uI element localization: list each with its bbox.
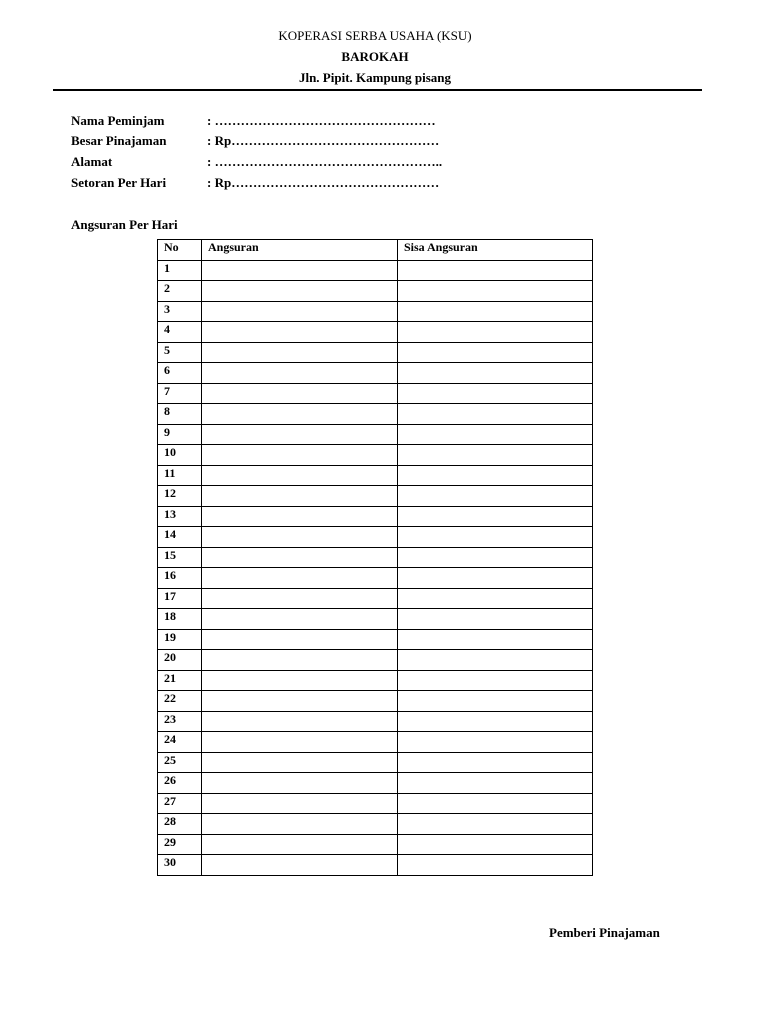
- table-row: [158, 588, 593, 609]
- column-header-angsuran: Angsuran: [202, 240, 398, 261]
- table-row: [158, 281, 593, 302]
- angsuran-cell: [202, 445, 398, 466]
- angsuran-cell: [202, 752, 398, 773]
- angsuran-cell: [202, 773, 398, 794]
- sisa-angsuran-cell: [398, 752, 593, 773]
- row-number-cell: 8: [158, 404, 202, 425]
- header-divider: [53, 89, 702, 91]
- angsuran-cell: [202, 301, 398, 322]
- field-value: : Rp…………………………………………: [207, 175, 440, 190]
- field-setoran-per-hari: [71, 175, 439, 191]
- row-number-cell: 22: [158, 691, 202, 712]
- angsuran-cell: [202, 588, 398, 609]
- table-row: [158, 670, 593, 691]
- sisa-angsuran-cell: [398, 793, 593, 814]
- row-number-cell: 14: [158, 527, 202, 548]
- row-number-cell: 13: [158, 506, 202, 527]
- field-value: : ……………………………………………: [207, 113, 436, 128]
- sisa-angsuran-cell: [398, 506, 593, 527]
- row-number-cell: 26: [158, 773, 202, 794]
- row-number-cell: 28: [158, 814, 202, 835]
- table-row: [158, 568, 593, 589]
- angsuran-cell: [202, 670, 398, 691]
- angsuran-cell: [202, 691, 398, 712]
- sisa-angsuran-cell: [398, 465, 593, 486]
- signature-label: Pemberi Pinajaman: [549, 925, 660, 940]
- row-number-cell: 15: [158, 547, 202, 568]
- table-row: [158, 363, 593, 384]
- table-row: [158, 773, 593, 794]
- table-row: [158, 301, 593, 322]
- table-row: [158, 260, 593, 281]
- table-header-row: [158, 240, 593, 261]
- sisa-angsuran-cell: [398, 301, 593, 322]
- field-label: Alamat: [71, 154, 113, 169]
- row-number-cell: 4: [158, 322, 202, 343]
- angsuran-cell: [202, 732, 398, 753]
- row-number-cell: 18: [158, 609, 202, 630]
- sisa-angsuran-cell: [398, 834, 593, 855]
- table-row: [158, 691, 593, 712]
- angsuran-cell: [202, 814, 398, 835]
- row-number-cell: 7: [158, 383, 202, 404]
- sisa-angsuran-cell: [398, 609, 593, 630]
- sisa-angsuran-cell: [398, 547, 593, 568]
- table-row: [158, 834, 593, 855]
- column-header-sisa-angsuran: Sisa Angsuran: [398, 240, 593, 261]
- sisa-angsuran-cell: [398, 404, 593, 425]
- angsuran-cell: [202, 383, 398, 404]
- row-number-cell: 6: [158, 363, 202, 384]
- table-row: [158, 855, 593, 876]
- table-row: [158, 732, 593, 753]
- installment-table: [157, 239, 593, 876]
- table-row: [158, 527, 593, 548]
- sisa-angsuran-cell: [398, 711, 593, 732]
- table-row: [158, 404, 593, 425]
- sisa-angsuran-cell: [398, 424, 593, 445]
- table-row: [158, 814, 593, 835]
- sisa-angsuran-cell: [398, 445, 593, 466]
- sisa-angsuran-cell: [398, 855, 593, 876]
- table-row: [158, 486, 593, 507]
- angsuran-cell: [202, 527, 398, 548]
- angsuran-cell: [202, 465, 398, 486]
- angsuran-cell: [202, 404, 398, 425]
- row-number-cell: 19: [158, 629, 202, 650]
- column-header-no: No: [158, 240, 202, 261]
- row-number-cell: 10: [158, 445, 202, 466]
- row-number-cell: 16: [158, 568, 202, 589]
- organization-subtitle: BAROKAH: [341, 49, 409, 64]
- field-value: : ……………………………………………..: [207, 154, 443, 169]
- sisa-angsuran-cell: [398, 568, 593, 589]
- row-number-cell: 23: [158, 711, 202, 732]
- sisa-angsuran-cell: [398, 322, 593, 343]
- sisa-angsuran-cell: [398, 814, 593, 835]
- angsuran-cell: [202, 793, 398, 814]
- table-row: [158, 650, 593, 671]
- field-alamat: [71, 154, 442, 170]
- sisa-angsuran-cell: [398, 363, 593, 384]
- row-number-cell: 3: [158, 301, 202, 322]
- sisa-angsuran-cell: [398, 260, 593, 281]
- row-number-cell: 1: [158, 260, 202, 281]
- angsuran-cell: [202, 322, 398, 343]
- table-row: [158, 711, 593, 732]
- sisa-angsuran-cell: [398, 486, 593, 507]
- table-row: [158, 506, 593, 527]
- angsuran-cell: [202, 609, 398, 630]
- field-besar-pinajaman: [71, 133, 439, 149]
- field-label: Setoran Per Hari: [71, 175, 167, 190]
- table-row: [158, 465, 593, 486]
- table-row: [158, 752, 593, 773]
- section-title: Angsuran Per Hari: [71, 217, 178, 232]
- angsuran-cell: [202, 834, 398, 855]
- row-number-cell: 25: [158, 752, 202, 773]
- sisa-angsuran-cell: [398, 773, 593, 794]
- row-number-cell: 27: [158, 793, 202, 814]
- angsuran-cell: [202, 486, 398, 507]
- row-number-cell: 21: [158, 670, 202, 691]
- angsuran-cell: [202, 506, 398, 527]
- angsuran-cell: [202, 260, 398, 281]
- field-label: Nama Peminjam: [71, 113, 165, 128]
- row-number-cell: 20: [158, 650, 202, 671]
- sisa-angsuran-cell: [398, 629, 593, 650]
- row-number-cell: 17: [158, 588, 202, 609]
- angsuran-cell: [202, 424, 398, 445]
- field-label: Besar Pinajaman: [71, 133, 167, 148]
- row-number-cell: 30: [158, 855, 202, 876]
- angsuran-cell: [202, 711, 398, 732]
- angsuran-cell: [202, 363, 398, 384]
- table-row: [158, 793, 593, 814]
- table-row: [158, 424, 593, 445]
- sisa-angsuran-cell: [398, 670, 593, 691]
- row-number-cell: 24: [158, 732, 202, 753]
- field-nama-peminjam: [71, 113, 436, 129]
- angsuran-cell: [202, 281, 398, 302]
- table-row: [158, 445, 593, 466]
- angsuran-cell: [202, 650, 398, 671]
- sisa-angsuran-cell: [398, 732, 593, 753]
- table-row: [158, 322, 593, 343]
- sisa-angsuran-cell: [398, 650, 593, 671]
- organization-name: KOPERASI SERBA USAHA (KSU): [278, 28, 472, 43]
- sisa-angsuran-cell: [398, 691, 593, 712]
- table-row: [158, 383, 593, 404]
- sisa-angsuran-cell: [398, 588, 593, 609]
- row-number-cell: 11: [158, 465, 202, 486]
- table-row: [158, 609, 593, 630]
- angsuran-cell: [202, 568, 398, 589]
- sisa-angsuran-cell: [398, 342, 593, 363]
- organization-address: Jln. Pipit. Kampung pisang: [298, 70, 452, 85]
- row-number-cell: 2: [158, 281, 202, 302]
- angsuran-cell: [202, 342, 398, 363]
- row-number-cell: 9: [158, 424, 202, 445]
- angsuran-cell: [202, 855, 398, 876]
- table-row: [158, 629, 593, 650]
- angsuran-cell: [202, 547, 398, 568]
- row-number-cell: 5: [158, 342, 202, 363]
- table-row: [158, 547, 593, 568]
- sisa-angsuran-cell: [398, 527, 593, 548]
- sisa-angsuran-cell: [398, 281, 593, 302]
- sisa-angsuran-cell: [398, 383, 593, 404]
- table-row: [158, 342, 593, 363]
- field-value: : Rp…………………………………………: [207, 133, 440, 148]
- row-number-cell: 29: [158, 834, 202, 855]
- angsuran-cell: [202, 629, 398, 650]
- row-number-cell: 12: [158, 486, 202, 507]
